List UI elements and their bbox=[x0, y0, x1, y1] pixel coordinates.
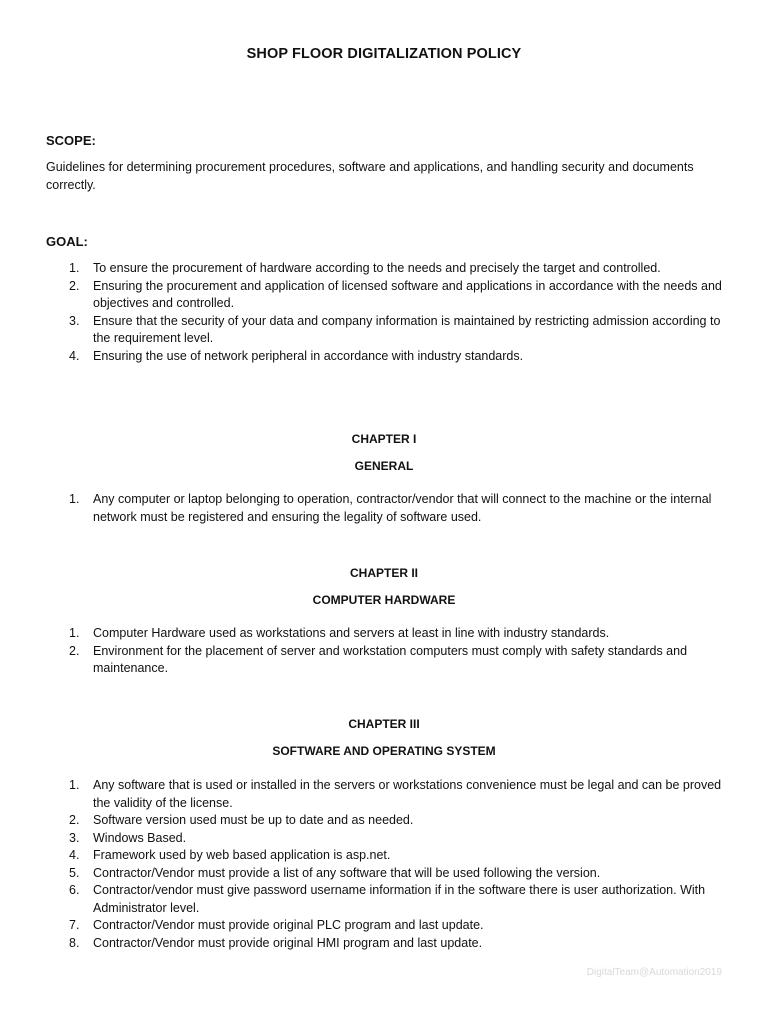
list-item bbox=[46, 625, 726, 643]
list-number: 5. bbox=[69, 865, 80, 880]
list-text: Contractor/Vendor must provide a list of any software that will be used following the version. bbox=[93, 865, 601, 880]
list-number: 1. bbox=[69, 778, 80, 792]
chapter-title: COMPUTER HARDWARE bbox=[312, 593, 456, 607]
list-text: Any software that is used or installed in the servers or workstations convenience must be legal and can be proved the validity of the license. bbox=[93, 778, 722, 810]
list-text: To ensure the procurement of hardware according to the needs and precisely the target and controlled. bbox=[93, 261, 661, 275]
list-number: 7. bbox=[69, 918, 80, 932]
chapter-label: CHAPTER I bbox=[351, 432, 417, 446]
list-item bbox=[46, 865, 726, 883]
chapter-title: SOFTWARE AND OPERATING SYSTEM bbox=[272, 744, 496, 758]
list-text: Ensure that the security of your data and company information is maintained by restricting admission according to the requirement level. bbox=[93, 313, 721, 345]
list-item bbox=[46, 935, 726, 953]
goal-heading: GOAL: bbox=[46, 234, 88, 249]
list-item bbox=[46, 847, 726, 865]
list-number: 1. bbox=[69, 626, 80, 640]
list-text: Contractor/vendor must give password username information if in the software there is user authorization. With Administrator level. bbox=[93, 883, 706, 915]
list-item bbox=[46, 812, 726, 830]
scope-heading: SCOPE: bbox=[46, 133, 96, 148]
list-number: 1. bbox=[69, 261, 80, 275]
list-text: Computer Hardware used as workstations and servers at least in line with industry standards. bbox=[93, 626, 610, 640]
list-number: 2. bbox=[69, 813, 80, 827]
chapter-list bbox=[46, 777, 726, 952]
list-item bbox=[46, 830, 726, 848]
chapter-label: CHAPTER III bbox=[348, 717, 420, 731]
list-number: 6. bbox=[69, 883, 80, 897]
chapter-label: CHAPTER II bbox=[349, 566, 418, 580]
list-item bbox=[46, 260, 726, 278]
scope-text: Guidelines for determining procurement procedures, software and applications, and handling security and documents correctly. bbox=[46, 160, 694, 192]
footer-watermark: DigitalTeam@Automation2019 bbox=[586, 967, 722, 978]
list-item bbox=[46, 278, 726, 313]
list-number: 3. bbox=[69, 313, 80, 328]
chapter-list bbox=[46, 625, 726, 678]
list-item bbox=[46, 491, 726, 526]
list-number: 4. bbox=[69, 848, 80, 862]
list-text: Any computer or laptop belonging to operation, contractor/vendor that will connect to the machine or the internal network must be registered and ensuring the legality of software used. bbox=[93, 492, 712, 524]
list-item bbox=[46, 348, 726, 366]
list-text: Ensuring the use of network peripheral in accordance with industry standards. bbox=[93, 348, 524, 363]
list-number: 2. bbox=[69, 278, 80, 293]
list-text: Environment for the placement of server and workstation computers must comply with safety standards and maintenance. bbox=[93, 643, 688, 675]
list-number: 8. bbox=[69, 935, 80, 950]
document-title: SHOP FLOOR DIGITALIZATION POLICY bbox=[246, 46, 522, 62]
list-number: 2. bbox=[69, 643, 80, 658]
list-text: Framework used by web based application is asp.net. bbox=[93, 848, 391, 862]
list-item bbox=[46, 882, 726, 917]
list-number: 4. bbox=[69, 348, 80, 363]
list-text: Ensuring the procurement and application of licensed software and applications in accordance with the needs and objectives and controlled. bbox=[93, 278, 722, 310]
list-item bbox=[46, 777, 726, 812]
list-number: 1. bbox=[69, 492, 80, 506]
list-text: Windows Based. bbox=[93, 830, 187, 845]
list-item bbox=[46, 643, 726, 678]
list-text: Contractor/Vendor must provide original PLC program and last update. bbox=[93, 918, 484, 932]
list-item bbox=[46, 917, 726, 935]
list-text: Contractor/Vendor must provide original HMI program and last update. bbox=[93, 935, 483, 950]
list-number: 3. bbox=[69, 830, 80, 845]
list-item bbox=[46, 313, 726, 348]
chapter-list bbox=[46, 491, 726, 526]
list-text: Software version used must be up to date and as needed. bbox=[93, 813, 414, 827]
chapter-title: GENERAL bbox=[354, 459, 414, 473]
goal-list bbox=[46, 260, 726, 365]
